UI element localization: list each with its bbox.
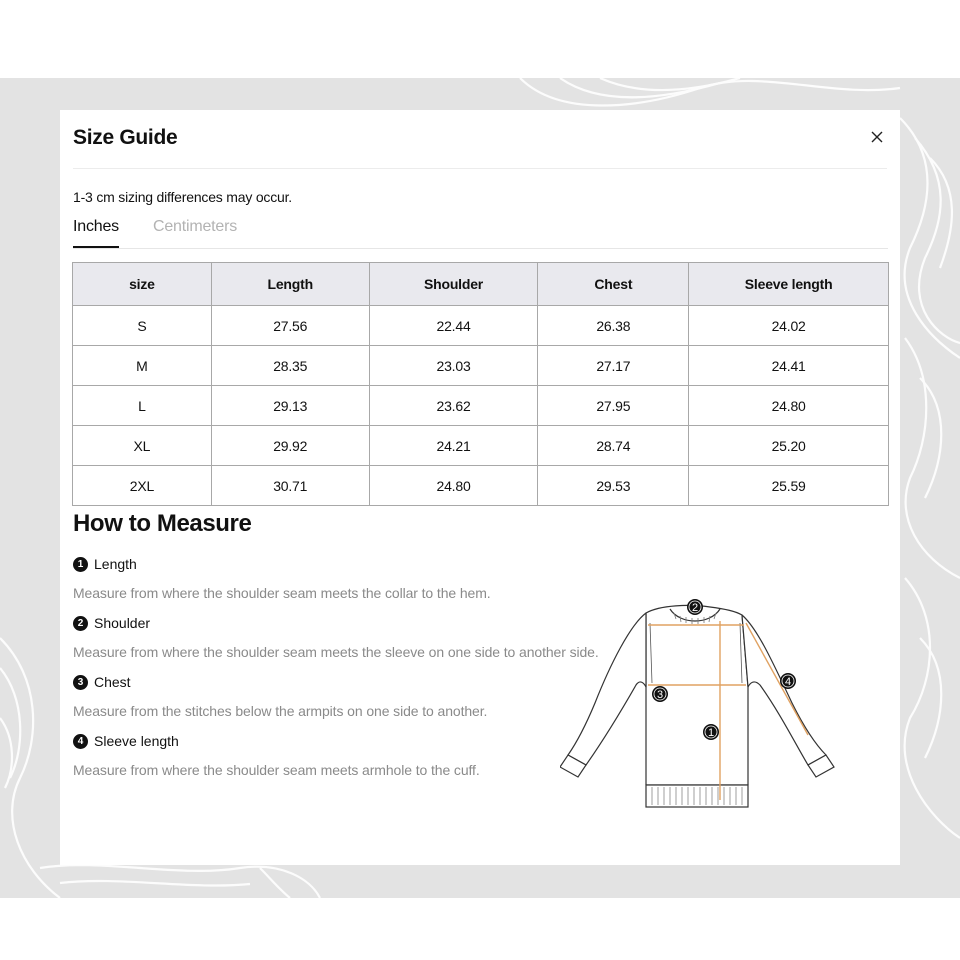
cell-shoulder: 23.62 xyxy=(369,386,538,426)
size-guide-modal xyxy=(60,110,900,865)
table-row xyxy=(73,346,889,386)
cell-length: 30.71 xyxy=(211,466,369,506)
cell-chest: 28.74 xyxy=(538,426,689,466)
cell-shoulder: 24.80 xyxy=(369,466,538,506)
column-header-chest: Chest xyxy=(538,263,689,306)
cell-sleeve-length: 24.02 xyxy=(689,306,889,346)
tab-centimeters[interactable]: Centimeters xyxy=(153,218,238,235)
diagram-marker-1 xyxy=(703,724,719,740)
cell-length: 29.92 xyxy=(211,426,369,466)
diagram-marker-3 xyxy=(652,686,668,702)
cell-shoulder: 23.03 xyxy=(369,346,538,386)
number-badge: 1 xyxy=(73,557,88,572)
cell-length: 27.56 xyxy=(211,306,369,346)
cell-chest: 26.38 xyxy=(538,306,689,346)
measure-name: Length xyxy=(94,556,137,572)
sizing-note: 1-3 cm sizing differences may occur. xyxy=(73,189,292,205)
table-row xyxy=(73,426,889,466)
close-button[interactable] xyxy=(868,128,886,146)
number-badge: 2 xyxy=(73,616,88,631)
column-header-length: Length xyxy=(211,263,369,306)
cell-sleeve-length: 25.59 xyxy=(689,466,889,506)
measure-description: Measure from where the shoulder seam meets armhole to the cuff. xyxy=(73,762,480,778)
diagram-marker-2 xyxy=(687,599,703,615)
column-header-sleeve-length: Sleeve length xyxy=(689,263,889,306)
svg-text:1: 1 xyxy=(707,727,715,739)
table-row xyxy=(73,306,889,346)
svg-text:4: 4 xyxy=(784,676,792,688)
cell-chest: 27.95 xyxy=(538,386,689,426)
measure-description: Measure from where the shoulder seam meets the sleeve on one side to another side. xyxy=(73,644,599,660)
cell-size: L xyxy=(73,386,212,426)
cell-shoulder: 24.21 xyxy=(369,426,538,466)
cell-size: XL xyxy=(73,426,212,466)
table-row xyxy=(73,466,889,506)
measure-name: Chest xyxy=(94,674,131,690)
tab-inches[interactable]: Inches xyxy=(73,218,119,248)
measure-description: Measure from the stitches below the armpits on one side to another. xyxy=(73,703,488,719)
column-header-shoulder: Shoulder xyxy=(369,263,538,306)
cell-sleeve-length: 24.41 xyxy=(689,346,889,386)
svg-text:3: 3 xyxy=(656,689,664,701)
cell-sleeve-length: 25.20 xyxy=(689,426,889,466)
sweater-diagram xyxy=(560,595,840,820)
table-row xyxy=(73,386,889,426)
table-header-row xyxy=(73,263,889,306)
measure-description: Measure from where the shoulder seam meets the collar to the hem. xyxy=(73,585,491,601)
cell-sleeve-length: 24.80 xyxy=(689,386,889,426)
cell-chest: 27.17 xyxy=(538,346,689,386)
measure-name: Shoulder xyxy=(94,615,151,631)
column-header-size: size xyxy=(73,263,212,306)
measure-name: Sleeve length xyxy=(94,733,179,749)
number-badge: 4 xyxy=(73,734,88,749)
cell-chest: 29.53 xyxy=(538,466,689,506)
cell-size: 2XL xyxy=(73,466,212,506)
cell-length: 29.13 xyxy=(211,386,369,426)
cell-size: M xyxy=(73,346,212,386)
unit-tabs xyxy=(73,218,888,249)
close-icon xyxy=(868,128,886,146)
svg-text:2: 2 xyxy=(691,602,699,614)
header-divider xyxy=(73,168,887,169)
modal-title: Size Guide xyxy=(73,126,178,149)
size-table xyxy=(72,262,889,506)
diagram-marker-4 xyxy=(780,673,796,689)
cell-shoulder: 22.44 xyxy=(369,306,538,346)
how-to-measure-heading: How to Measure xyxy=(73,510,252,537)
cell-size: S xyxy=(73,306,212,346)
number-badge: 3 xyxy=(73,675,88,690)
cell-length: 28.35 xyxy=(211,346,369,386)
